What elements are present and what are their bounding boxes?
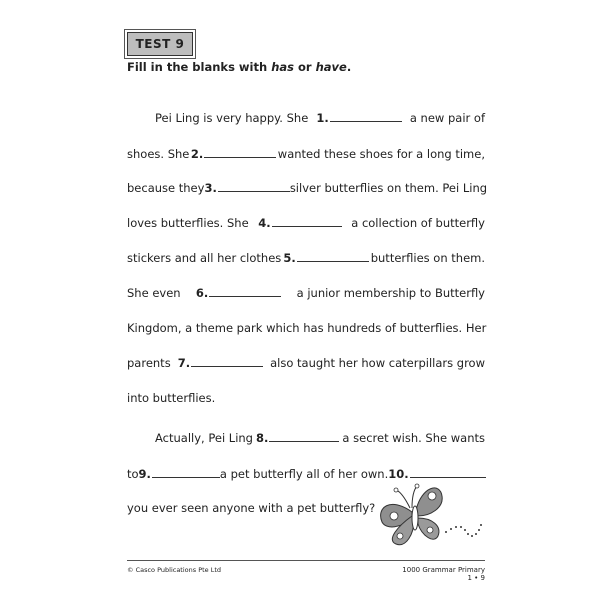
- passage-line: because they 3. silver butterflies on them. Pei Ling: [127, 181, 488, 195]
- passage-line: Kingdom, a theme park which has hundreds of butterflies. Her: [127, 321, 487, 335]
- blank-1[interactable]: [330, 111, 402, 122]
- passage-line: into butterflies.: [127, 391, 216, 405]
- passage-line: She even 6. a junior membership to Butterfly: [127, 286, 485, 300]
- passage-line: to 9. a pet butterfly all of her own. 10.: [127, 466, 485, 482]
- footer-divider: [127, 560, 485, 561]
- book-page-number: 1000 Grammar Primary 1 • 9: [402, 566, 485, 582]
- blank-5[interactable]: [297, 251, 369, 262]
- passage-line: stickers and all her clothes 5. butterflies on them.: [127, 251, 485, 265]
- passage-line: shoes. She 2. wanted these shoes for a long time,: [127, 147, 485, 161]
- instruction: Fill in the blanks with has or have.: [127, 60, 352, 74]
- blank-6[interactable]: [209, 286, 281, 297]
- test-label: TEST 9: [127, 32, 193, 56]
- blank-3[interactable]: [218, 181, 290, 192]
- passage-line: Actually, Pei Ling 8. a secret wish. She wants: [155, 431, 485, 445]
- blank-9[interactable]: [152, 467, 220, 478]
- passage-line: you ever seen anyone with a pet butterfly?: [127, 501, 376, 515]
- passage-line: Pei Ling is very happy. She 1. a new pair of: [155, 111, 485, 125]
- blank-2[interactable]: [204, 147, 276, 158]
- blank-7[interactable]: [191, 356, 263, 367]
- publisher-credit: © Casco Publications Pte Ltd: [127, 566, 222, 574]
- blank-10[interactable]: [410, 467, 486, 478]
- passage-line: loves butterflies. She 4. a collection of butterfly: [127, 216, 485, 230]
- blank-8[interactable]: [269, 431, 339, 442]
- blank-4[interactable]: [272, 216, 342, 227]
- butterfly-illustration: [372, 478, 487, 548]
- passage-line: parents 7. also taught her how caterpillars grow: [127, 356, 485, 370]
